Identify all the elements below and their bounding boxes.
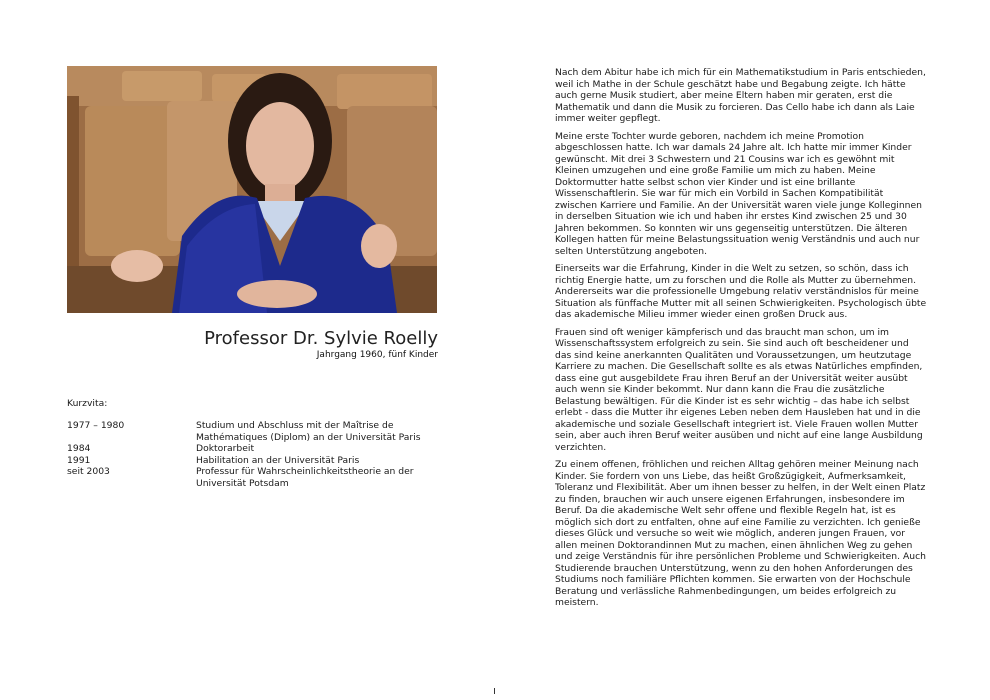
profile-subtitle: Jahrgang 1960, fünf Kinder [316, 350, 438, 360]
cv-year: 1991 [67, 454, 91, 466]
body-paragraph: Frauen sind oft weniger kämpferisch und das braucht man schon, um im Wissenschaftssystem erfolgreich zu sein. Sie sind auch oft bescheidener und das sind keine anerkannten Qualitäten und Voraussetzungen, um heutzutage Karriere zu machen. Die Gesellschaft sollte es als etwas Natürliches empfinden, dass eine gut ausgebildete Frau ihren Beruf an der Universität weiter ausübt auch wenn sie Kinder bekommt. Nur dann kann die Frau die zusätzliche Belastung bewältigen. Für die Kinder ist es sehr wichtig – das habe ich selbst erlebt - dass die Mutter ihr eigenes Leben neben dem Hausleben hat und in die akademische und soziale Gesellschaft integriert ist. Viele Frauen wollen Mutter sein, aber auch ihren Beruf weiter ausüben und nicht auf eine lange Ausbildung verzichten. [555, 326, 923, 453]
body-paragraph: Einerseits war die Erfahrung, Kinder in die Welt zu setzen, so schön, dass ich richtig Energie hatte, um zu forschen und die Rolle als Mutter zu übernehmen. Andererseits war die professionelle Umgebung relativ verständnislos für meine Situation als fünffache Mutter mit all seinen Schwierigkeiten. Psychologisch übte das akademische Milieu immer wieder einen großen Druck aus. [555, 263, 927, 320]
cv-year: seit 2003 [67, 466, 110, 477]
cv-text: Doktorarbeit [196, 443, 255, 454]
cv-entry [67, 466, 447, 489]
interview-text [555, 67, 927, 615]
cv-text: Habilitation an der Universität Paris [196, 454, 360, 466]
profile-name: Professor Dr. Sylvie Roelly [204, 328, 438, 349]
body-paragraph: Nach dem Abitur habe ich mich für ein Mathematikstudium in Paris entschieden, weil ich Mathe in der Schule geschätzt habe und Begabung zeigte. Ich hätte auch gerne Musik studiert, aber meine Eltern haben mir geraten, erst die Mathematik und dann die Musik zu forcieren. Das Cello habe ich dann als Laie immer weiter gepflegt. [555, 67, 926, 124]
cv-entry [67, 443, 447, 455]
cv-year: 1977 – 1980 [67, 420, 125, 431]
cv-text: Studium und Abschluss mit der Maîtrise de Mathématiques (Diplom) an der Universität Paris [196, 420, 421, 443]
cv-entry [67, 455, 447, 467]
kurzvita-heading: Kurzvita: [67, 398, 108, 409]
cv-list [67, 420, 447, 489]
portrait-illustration [67, 66, 437, 313]
cv-entry [67, 420, 447, 443]
body-paragraph: Zu einem offenen, fröhlichen und reichen Alltag gehören meiner Meinung nach Kinder. Sie fordern von uns Liebe, das heißt Großzügigkeit, Aufmerksamkeit, Toleranz und Flexibilität. Aber um ihnen besser zu helfen, in der Welt einen Platz zu finden, brauchen wir auch unsere eigenen Erfahrungen, insbesondere im Beruf. Da die akademische Welt sehr offene und flexible Regeln hat, ist es möglich sich dort zu entfalten, ohne auf eine Familie zu verzichten. Ich genieße dieses Glück und versuche so weit wie möglich, anderen jungen Frauen, vor allen meinen Doktorandinnen Mut zu machen, einen ähnlichen Weg zu gehen und zeige Verständnis für ihre persönlichen Probleme und Schwierigkeiten. Auch Studierende brauchen Unterstützung, wenn zu den hohen Anforderungen des Studiums noch familiäre Pflichten kommen. Sie erwarten von der Hochschule Beratung und verlässliche Rahmenbedingungen, um beides erfolgreich zu meistern. [555, 459, 926, 608]
portrait-photo [67, 66, 437, 313]
cv-text: Professur für Wahrscheinlichkeitstheorie an der Universität Potsdam [196, 466, 414, 489]
body-paragraph: Meine erste Tochter wurde geboren, nachdem ich meine Promotion abgeschlossen hatte. Ich war damals 24 Jahre alt. Ich hatte mir immer Kinder gewünscht. Mit drei 3 Schwestern und 21 Cousins war ich es gewöhnt mit Kleinen umzugehen und eine große Familie um mich zu haben. Meine Doktormutter hatte selbst schon vier Kinder und ist eine brillante Wissenschaftlerin. Sie war für mich ein Vorbild in Sachen Kompatibilität zwischen Karriere und Familie. An der Universität waren viele junge Kolleginnen in derselben Situation wie ich und haben ihr erstes Kind zwischen 25 und 30 Jahren bekommen. So konnten wir uns gegenseitig unterstützen. Die älteren Kollegen hatten für meine Belastungssituation wenig Verständnis und auch nur selten Unterstützung angeboten. [555, 130, 922, 257]
cv-year: 1984 [67, 443, 91, 454]
page-divider-mark [494, 688, 495, 694]
